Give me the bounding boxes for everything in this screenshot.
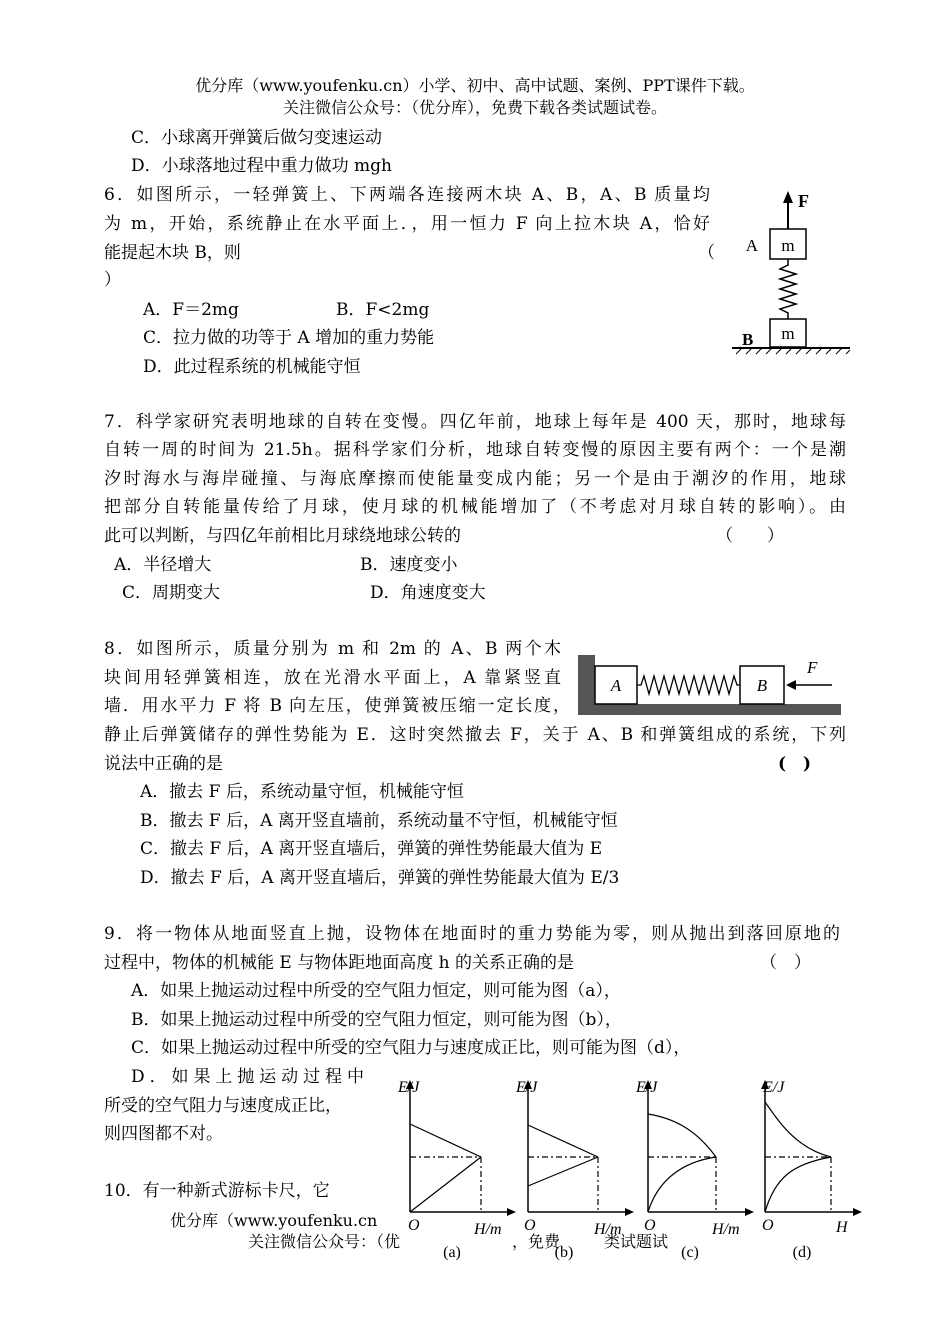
page-header-line1: 优分库（www.youfenku.cn）小学、初中、高中试题、案例、PPT课件下载。 — [195, 76, 755, 95]
q6-force-label: F — [798, 191, 809, 211]
q8-answer-paren: ( ) — [778, 754, 812, 774]
q8-stem-line4: 静止后弹簧储存的弹性势能为 E．这时突然撤去 F，关于 A、B 和弹簧组成的系统，下列 — [104, 725, 846, 745]
q7-stem-line2: 自转一周的时间为 21.5h。据科学家们分析，地球自转变慢的原因主要有两个：一个是潮 — [104, 440, 846, 460]
force-arrow-icon — [786, 680, 796, 690]
q8-option-b: B．撤去 F 后，A 离开竖直墙前，系统动量不守恒，机械能守恒 — [140, 811, 618, 831]
q7-stem-line4: 把部分自转能量传给了月球，使月球的机械能增加了（不考虑对月球自转的影响）。由 — [104, 497, 846, 517]
q5-option-c: C．小球离开弹簧后做匀变速运动 — [131, 128, 383, 148]
graph-d-y-label: E/J — [763, 1079, 785, 1096]
q8-block-a-label: A — [610, 676, 622, 695]
q6-option-d: D．此过程系统的机械能守恒 — [143, 357, 361, 377]
q10-stem-line1: 10．有一种新式游标卡尺，它 — [104, 1181, 330, 1201]
graph-c-caption: (c) — [681, 1244, 699, 1261]
page-footer-line1: 优分库（www.youfenku.cn — [170, 1211, 378, 1230]
graph-c-origin: O — [644, 1217, 656, 1234]
q6-stem-line2: 为 m，开始，系统静止在水平面上．，用一恒力 F 向上拉木块 A，恰好 — [104, 214, 710, 234]
graph-a-x-label: H/m — [474, 1221, 502, 1238]
q6-answer-paren-close: ） — [104, 270, 121, 290]
page-footer-line2-end: 类试题试 — [604, 1232, 669, 1251]
graph-c-y-label: E/J — [636, 1079, 658, 1096]
q8-stem-line1: 8．如图所示，质量分别为 m 和 2m 的 A、B 两个木 — [104, 639, 561, 659]
q7-stem-line3: 汐时海水与海岸碰撞、与海底摩擦而使能量变成内能；另一个是由于潮汐的作用，地球 — [104, 469, 846, 489]
page-footer-line2-mid: ，免费 — [512, 1232, 561, 1251]
graph-b-caption: (b) — [554, 1244, 574, 1261]
q9-stem-line1: 9．将一物体从地面竖直上抛，设物体在地面时的重力势能为零，则从抛出到落回原地的 — [104, 924, 840, 944]
q9-stem-line2: 过程中，物体的机械能 E 与物体距地面高度 h 的关系正确的是 — [104, 953, 574, 973]
q7-answer-paren: （ ） — [716, 526, 784, 546]
q5-option-d: D．小球落地过程中重力做功 mgh — [131, 156, 392, 176]
q7-option-c: C．周期变大 — [122, 583, 221, 603]
q9-option-d-line2: 所受的空气阻力与速度成正比， — [104, 1096, 342, 1116]
q6-stem-line3: 能提起木块 B，则 — [104, 243, 241, 263]
q8-option-a: A．撤去 F 后，系统动量守恒，机械能守恒 — [140, 782, 464, 802]
q7-option-a: A．半径增大 — [114, 555, 212, 575]
graph-a — [397, 1079, 516, 1261]
graph-b-origin: O — [524, 1217, 536, 1234]
q6-option-c: C．拉力做的功等于 A 增加的重力势能 — [143, 328, 435, 348]
q6-option-a: A．F＝2mg — [143, 300, 239, 320]
q7-stem-line1: 7．科学家研究表明地球的自转在变慢。四亿年前，地球上每年是 400 天，那时，地球每 — [104, 412, 846, 432]
q9-option-c: C．如果上抛运动过程中所受的空气阻力与速度成正比，则可能为图（d）， — [131, 1038, 691, 1058]
q6-block-b-label: B — [742, 330, 754, 349]
graph-c-x-label: H/m — [712, 1221, 740, 1238]
q7-option-b: B．速度变小 — [360, 555, 458, 575]
q6-block-a-label: A — [745, 236, 758, 255]
graph-d-x-label: H — [836, 1219, 848, 1236]
q6-option-b: B．F<2mg — [336, 300, 430, 320]
graph-b-y-label: E/J — [516, 1079, 538, 1096]
q6-answer-paren-open: （ — [698, 243, 715, 263]
q8-floor — [578, 704, 841, 715]
q8-wall-spring-figure — [575, 652, 845, 722]
q6-spring-figure — [720, 185, 860, 355]
graph-a-y-label: E/J — [398, 1079, 420, 1096]
graph-d-origin: O — [762, 1217, 774, 1234]
q6-block-b-mass: m — [781, 324, 795, 343]
graph-d-caption: (d) — [792, 1244, 812, 1261]
q8-block-b-label: B — [756, 676, 768, 695]
q6-spring — [780, 259, 796, 319]
q9-option-d-line3: 则四图都不对。 — [104, 1124, 223, 1144]
q8-stem-line5: 说法中正确的是 — [104, 754, 223, 774]
page-header-line2: 关注微信公众号：（优分库），免费下载各类试题试卷。 — [282, 98, 667, 117]
q9-option-a: A．如果上抛运动过程中所受的空气阻力恒定，则可能为图（a）， — [131, 981, 621, 1001]
graph-a-caption: (a) — [443, 1244, 461, 1261]
q6-stem-line1: 6．如图所示，一轻弹簧上、下两端各连接两木块 A、B，A、B 质量均 — [104, 185, 710, 205]
q8-option-c: C．撤去 F 后，A 离开竖直墙后，弹簧的弹性势能最大值为 E — [140, 839, 603, 859]
q7-option-d: D．角速度变大 — [370, 583, 486, 603]
q9-option-d-line1: D．如果上抛运动过程中 — [131, 1067, 364, 1087]
graph-d — [761, 1079, 862, 1261]
q7-stem-line5: 此可以判断，与四亿年前相比月球绕地球公转的 — [104, 526, 461, 546]
q8-force-label: F — [807, 658, 818, 677]
q9-option-b: B．如果上抛运动过程中所受的空气阻力恒定，则可能为图（b）， — [131, 1010, 622, 1030]
graph-b-x-label: H/m — [594, 1221, 622, 1238]
force-arrow-icon — [783, 191, 793, 203]
q8-option-d: D．撤去 F 后，A 离开竖直墙后，弹簧的弹性势能最大值为 E/3 — [140, 868, 620, 888]
graph-a-origin: O — [408, 1217, 420, 1234]
q8-stem-line3: 墙．用水平力 F 将 B 向左压，使弹簧被压缩一定长度， — [104, 696, 570, 716]
q9-answer-paren: （ ） — [760, 953, 811, 973]
q6-block-a-mass: m — [781, 236, 795, 255]
page-footer-line2: 关注微信公众号：（优 — [248, 1232, 401, 1251]
q8-spring — [637, 676, 740, 694]
q8-stem-line2: 块间用轻弹簧相连，放在光滑水平面上，A 靠紧竖直 — [104, 668, 561, 688]
